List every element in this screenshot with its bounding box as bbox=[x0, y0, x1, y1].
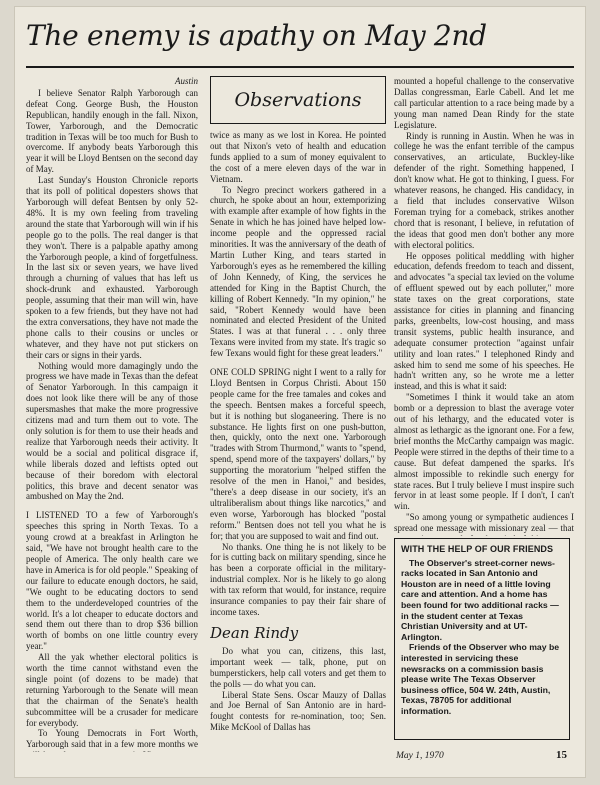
article-column-3 bbox=[394, 76, 574, 536]
article-column-1 bbox=[26, 76, 198, 752]
paragraph: To Young Democrats in Fort Worth, Yarborough said that in a few more months we bbox=[26, 728, 198, 750]
notice-paragraph: The Observer's street-corner news-racks located in San Antonio and Houston are in need of a little loving care and attention. And a home has been found for two additional racks — in the student center at Texas Christian University and at UT-Arlington. bbox=[401, 557, 559, 642]
paragraph: No thanks. One thing he is not likely to be for is cutting back on military spending, since he has been a corporate official in the military-industrial complex. Nor is he likely to go along with tax reform that would, for instance, require insurance companies to pay their fair share of income taxes. bbox=[210, 541, 386, 617]
notice-heading: WITH THE HELP OF OUR FRIENDS bbox=[401, 544, 554, 554]
dateline: Austin bbox=[174, 76, 198, 86]
article-column-2 bbox=[210, 76, 386, 752]
paragraph: Nothing would more damagingly undo the progress we have made in Texas than the defeat of Senator Yarborough. In this campaign it does not look like there will be any of those supersmashes that make the more progressive citizens mad and turn them out to vote. The only solution is for them to use their heads and realize that Yarborough needs their activity. It would be a social and political disgrace if, while liberals dozed and leftists opted out because of their boredom with electoral politics, this brave and decent senator was ambushed on May the 2nd. bbox=[26, 360, 198, 502]
paragraph: twice as many as we lost in Korea. He pointed out that Nixon's veto of health and education funds applied to a sum of money equivalent to the cost of a mere eleven days of the war in Vietnam. bbox=[210, 130, 386, 184]
paragraph: I LISTENED TO a few of Yarborough's speeches this spring in North Texas. To a young crowd at a breakfast in Arlington he said, "We have not brought health care to the people of America. The only health care we have in America is for old people." Speaking of our failure to educate enough doctors, he said, "We ought to be educating doctors to send them to the underdeveloped countries of the world. It's a lot cheaper to educate doctors and send them out there than to drop $36 billion worth of bombs on one little country every year." bbox=[26, 510, 198, 652]
column-title: Observations bbox=[234, 88, 362, 111]
paragraph: To Negro precinct workers gathered in a church, he spoke about an hour, extemporizing with example after example of how fights in the Senate in which he has joined have helped low-income people and the oppressed racial minorities. It was the anniversary of the death of Martin Luther King, and tears started in Yarborough's eyes as he remembered the killing of John Kennedy, of King, the services he attended for King in the Baptist Church, the killing of Robert Kennedy. "In my opinion," he said, "Robert Kennedy would have been nominated and elected President of the United States. I was at that funeral . . . only three Texans were invited from my state. It's tragic so few Texans would fight for these great leaders." bbox=[210, 184, 386, 359]
paragraph: All the yak whether electoral politics is worth the time cannot withstand even the single point (of dozens to be made) that returning Yarborough to the Senate will mean that the chairman of the Senate's health subcommittee will be a crusader for medicare for everybody. bbox=[26, 652, 198, 728]
page-number: 15 bbox=[556, 749, 567, 761]
notice-box bbox=[394, 538, 570, 740]
paragraph: Rindy is running in Austin. When he was in college he was the enfant terrible of the campus conservatives, an articulate, Buckley-like defender of the right. Something happened, I don't know what. He got to thinking, I guess. For whatever reasons, he changed. His candidacy, in a field that includes conservative Wilson Foreman trying for a comeback, strikes another chord that is resonant, I believe, in refutation of the ideas that good men don't bother any more with electoral politics. bbox=[394, 130, 574, 250]
paragraph: "So among young or sympathetic audiences I spread one message with missionary zeal — that bbox=[394, 512, 574, 534]
paragraph: mounted a hopeful challenge to the conservative Dallas congressman, Earle Cabell. And let me call particular attention to a race being made by a young man named Dean Rindy for the state Legislature. bbox=[394, 76, 574, 130]
paragraph: I believe Senator Ralph Yarborough can defeat Cong. George Bush, the Houston Republican, handily enough in the fall. Nixon, Tower, Yarborough, and the Democratic tradition in Texas will be too much for Bush to overcome. If anybody beats Yarborough this year it will be Lloyd Bentsen on the second day of May. bbox=[26, 87, 198, 175]
column-title-box bbox=[210, 76, 386, 124]
headline: The enemy is apathy on May 2nd bbox=[26, 19, 487, 52]
headline-rule bbox=[26, 66, 574, 68]
issue-date: May 1, 1970 bbox=[396, 751, 444, 761]
paragraph: Last Sunday's Houston Chronicle reports that its poll of political dopesters shows that Yarborough will defeat Bentsen by only 52-48%. It is my own feeling from traveling around the state that Yarborough will win if his people go to the polls. The real danger is that they won't. There is a palpable apathy among the Yarborough people, a kind of forgetfulness. In the last six or seven years, we have lived through a churning of values that has left us shock-drunk and exhausted. Yarborough people, assuming that their man will win, have spoken to a few friends, but they have not had the extra conversations, they have not made the phone calls to their cousins or uncles or whatever, and they have not put stickers on their cars or signs in their yards. bbox=[26, 175, 198, 360]
paragraph: Do what you can, citizens, this last, important week — talk, phone, put on bumperstickers, help call voters and get them to the polls — do what you can. bbox=[210, 645, 386, 689]
notice-paragraph: Friends of the Observer who may be interested in servicing these newsracks on a commission basis please write The Texas Observer business office, 504 W. 24th, Austin, Texas, 78705 for additional information. bbox=[401, 642, 560, 716]
paragraph: He opposes political meddling with higher education, defends freedom to teach and dissent, and advocates "a special tax levied on the volume of effluent spewed out by each polluter," more state taxes on the great corporations, state assistance for cities in planning and financing parks, greenbelts, low-cost housing, and mass transit systems, public health insurance, and adequate consumer protection "against unfair utility and loan rates." I telephoned Rindy and asked him to send me some of his speeches. He hadn't written any, so he wrote me a letter instead, and this is what it said: bbox=[394, 250, 574, 392]
author-byline: Dean Rindy bbox=[210, 623, 299, 642]
paragraph: ONE COLD SPRING night I went to a rally for Lloyd Bentsen in Corpus Christi. About 150 people came for the free tamales and cokes and the speech. Bentsen makes a forceful speech, but it is nothing but sloganeering. There is no substance. He lights first on one push-button, then, quickly, onto the next one. Yarborough "trades with Strom Thurmond," wants to "spend, spend, spend more of the taxpayers' dollars," by supporting the moratorium "helped stiffen the resolve of the men in Hanoi," and besides, "there's a deep disease in our society, it's an ultraliberalism about things like narcotics," and even worse, Yarborough has blocked "postal reform." Bentsen does not tell you what he is for; that you are supposed to wait and find out. bbox=[210, 367, 386, 541]
paragraph: "Sometimes I think it would take an atom bomb or a depression to blast the average voter out of his lethargy, and the educated voter is almost as lethargic as the ignorant one. For a few, brief months the McCarthy campaign was magic. People were stirred in the depths of their time to a cause. But defeat dampened the sparks. It's almost impossible to rekindle such energy for state races. But I truly believe I must inspire such fervor in at least some people. If I don't, I can't win. bbox=[394, 392, 574, 512]
paragraph: Liberal State Sens. Oscar Mauzy of Dallas and Joe Bernal of San Antonio are in hard-fought contests for re-nomination, too; Sen. Mike McKool of Dallas has bbox=[210, 689, 386, 733]
